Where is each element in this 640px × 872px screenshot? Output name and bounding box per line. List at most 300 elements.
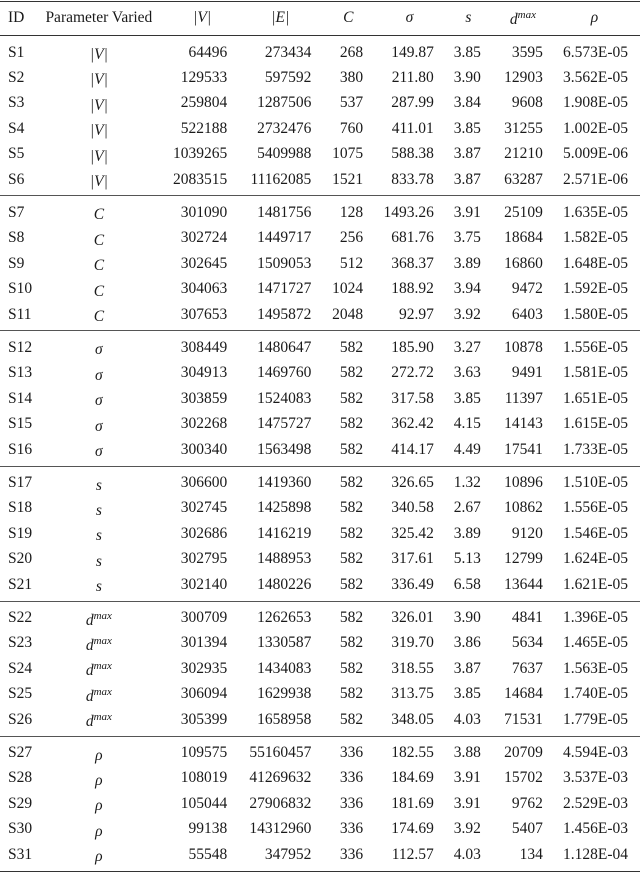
parameter-symbol: σ	[95, 392, 103, 410]
id-cell: S8	[8, 229, 25, 247]
edge-count-cell: 41269632	[249, 769, 312, 787]
s-cell: 3.86	[453, 634, 481, 652]
c-cell: 582	[339, 524, 364, 542]
sigma-cell: 313.75	[391, 685, 434, 703]
vertex-count-cell: 259804	[180, 94, 228, 112]
sigma-cell: 188.92	[391, 280, 434, 298]
table-row	[0, 251, 640, 276]
id-cell: S4	[8, 119, 25, 137]
vertex-count-cell: 300340	[180, 440, 228, 458]
rho-cell: 1.592E-05	[562, 280, 628, 298]
s-cell: 5.13	[453, 550, 481, 568]
edge-count-cell: 347952	[264, 845, 312, 863]
parameter-varied-cell	[39, 116, 159, 141]
s-cell: 3.94	[453, 280, 481, 298]
c-cell: 512	[339, 254, 364, 272]
dmax-cell: 18684	[504, 229, 543, 247]
id-cell: S26	[8, 710, 33, 728]
edge-count-cell: 1419360	[257, 474, 312, 491]
vertex-count-cell: 304913	[180, 364, 228, 382]
s-cell: 3.87	[453, 659, 481, 677]
rho-cell: 1.908E-05	[562, 94, 628, 112]
parameter-symbol: σ	[95, 443, 103, 461]
id-cell: S7	[8, 203, 25, 221]
table-row	[0, 36, 640, 66]
sigma-cell: 340.58	[391, 499, 434, 517]
parameter-symbol: s	[95, 578, 102, 596]
header-rho: ρ	[590, 8, 599, 26]
s-cell: 3.92	[453, 305, 481, 323]
table-row	[0, 331, 640, 361]
rho-cell: 1.582E-05	[562, 229, 628, 247]
table-row	[0, 142, 640, 167]
edge-count-cell: 1480226	[257, 575, 312, 593]
table-row	[0, 736, 640, 766]
id-cell: S31	[8, 845, 33, 863]
rho-cell: 1.465E-05	[562, 634, 628, 652]
parameter-varied-cell	[39, 601, 159, 631]
rho-cell: 1.546E-05	[562, 524, 628, 542]
dmax-cell: 9472	[511, 280, 543, 298]
id-cell: S25	[8, 685, 33, 703]
table-row	[0, 91, 640, 116]
sigma-cell: 336.49	[391, 575, 434, 593]
id-cell: S22	[8, 609, 33, 627]
edge-count-cell: 11162085	[250, 170, 312, 188]
id-cell: S14	[8, 389, 33, 407]
parameter-varied-cell	[39, 817, 159, 842]
dmax-cell: 5407	[511, 820, 543, 838]
table-row	[0, 437, 640, 466]
dmax-cell: 71531	[504, 710, 543, 728]
parameter-varied-cell	[39, 547, 159, 572]
table-row	[0, 277, 640, 302]
id-cell: S3	[8, 94, 25, 112]
id-cell: S24	[8, 659, 33, 677]
s-cell: 3.87	[453, 145, 481, 163]
parameter-varied-cell	[39, 277, 159, 302]
parameter-varied-cell	[39, 361, 159, 386]
row-group	[0, 601, 640, 736]
header-dmax	[485, 2, 547, 36]
dmax-cell: 17541	[504, 440, 543, 458]
sigma-cell: 325.42	[391, 524, 434, 542]
dmax-cell: 12903	[504, 68, 543, 86]
c-cell: 336	[339, 845, 364, 863]
parameter-symbol: ρ	[95, 746, 103, 764]
vertex-count-cell: 2083515	[172, 170, 228, 188]
vertex-count-cell: 308449	[180, 338, 228, 356]
parameter-varied-cell	[39, 766, 159, 791]
id-cell: S15	[8, 415, 33, 433]
parameter-symbol: d	[85, 662, 94, 680]
parameter-symbol: |V|	[89, 71, 108, 89]
parameter-symbol: ρ	[95, 822, 103, 840]
table-row	[0, 167, 640, 196]
dmax-cell: 21210	[504, 145, 543, 163]
sigma-cell: 185.90	[391, 338, 434, 356]
vertex-count-cell: 99138	[188, 820, 228, 838]
rho-cell: 1.556E-05	[562, 499, 628, 517]
row-group	[0, 331, 640, 466]
c-cell: 336	[339, 744, 364, 762]
id-cell: S12	[8, 338, 33, 356]
s-cell: 3.89	[453, 524, 481, 542]
sigma-cell: 326.65	[391, 474, 434, 491]
rho-cell: 1.615E-05	[562, 415, 628, 433]
parameter-varied-cell	[39, 91, 159, 116]
parameter-superscript: max	[93, 634, 112, 647]
s-cell: 3.91	[453, 794, 481, 812]
edge-count-cell: 55160457	[249, 744, 312, 762]
header-s: s	[465, 8, 472, 26]
c-cell: 582	[339, 499, 364, 517]
c-cell: 582	[339, 550, 364, 568]
parameter-varied-cell	[39, 572, 159, 601]
s-cell: 3.85	[453, 685, 481, 703]
id-cell: S6	[8, 170, 25, 188]
dmax-cell: 63287	[504, 170, 543, 188]
parameter-symbol: |V|	[89, 46, 108, 63]
table-row	[0, 631, 640, 656]
id-cell: S21	[8, 575, 33, 593]
vertex-count-cell: 64496	[188, 43, 228, 61]
id-cell: S27	[8, 744, 33, 762]
vertex-count-cell: 300709	[180, 609, 228, 627]
edge-count-cell: 1480647	[257, 338, 312, 356]
s-cell: 3.92	[453, 820, 481, 838]
row-group	[0, 36, 640, 196]
s-cell: 3.84	[453, 94, 481, 112]
rho-cell: 1.563E-05	[562, 659, 628, 677]
rho-cell: 1.556E-05	[562, 338, 628, 356]
parameter-symbol: C	[93, 231, 105, 249]
vertex-count-cell: 522188	[180, 119, 228, 137]
sigma-cell: 317.58	[391, 389, 434, 407]
rho-cell: 1.651E-05	[562, 389, 628, 407]
edge-count-cell: 597592	[264, 68, 312, 86]
dmax-cell: 13644	[504, 575, 543, 593]
rho-cell: 3.537E-03	[562, 769, 628, 787]
row-group	[0, 196, 640, 331]
parameter-varied-cell	[39, 412, 159, 437]
parameter-superscript: max	[93, 609, 112, 622]
edge-count-cell: 1509053	[257, 254, 312, 272]
sigma-cell: 92.97	[398, 305, 434, 323]
edge-count-cell: 1469760	[257, 364, 312, 382]
vertex-count-cell: 306600	[180, 474, 228, 491]
parameter-varied-cell	[39, 631, 159, 656]
parameter-symbol: |V|	[89, 147, 108, 165]
parameter-varied-cell	[39, 842, 159, 871]
table-row	[0, 196, 640, 226]
parameter-symbol: s	[95, 527, 102, 545]
table-row	[0, 226, 640, 251]
table-row	[0, 842, 640, 871]
edge-count-cell: 1481756	[257, 203, 312, 221]
parameter-varied-cell	[39, 791, 159, 816]
parameter-symbol: ρ	[95, 771, 103, 789]
c-cell: 336	[339, 794, 364, 812]
s-cell: 2.67	[453, 499, 481, 517]
c-cell: 582	[339, 415, 364, 433]
parameter-symbol: d	[85, 687, 94, 705]
parameter-symbol: ρ	[95, 848, 103, 866]
vertex-count-cell: 302935	[180, 659, 228, 677]
c-cell: 760	[339, 119, 364, 137]
vertex-count-cell: 304063	[180, 280, 228, 298]
s-cell: 3.91	[453, 203, 481, 221]
parameter-varied-cell	[39, 302, 159, 331]
table-row	[0, 656, 640, 681]
header-vertex-count: |V|	[193, 8, 212, 26]
id-cell: S11	[8, 305, 32, 323]
c-cell: 582	[339, 338, 364, 356]
edge-count-cell: 1287506	[257, 94, 312, 112]
s-cell: 3.88	[453, 744, 481, 762]
rho-cell: 1.128E-04	[562, 845, 628, 863]
dmax-cell: 134	[519, 845, 543, 863]
parameter-symbol: |V|	[89, 96, 108, 114]
parameter-symbol: d	[85, 611, 94, 629]
row-group	[0, 736, 640, 871]
c-cell: 1075	[332, 145, 364, 163]
row-group	[0, 466, 640, 601]
s-cell: 3.27	[453, 338, 481, 356]
parameter-varied-cell	[39, 331, 159, 361]
s-cell: 3.85	[453, 389, 481, 407]
vertex-count-cell: 305399	[180, 710, 228, 728]
header-c: C	[343, 8, 354, 26]
s-cell: 3.85	[453, 43, 481, 61]
parameter-varied-cell	[39, 251, 159, 276]
table-row	[0, 386, 640, 411]
parameter-varied-cell	[39, 496, 159, 521]
header-parameter-varied: Parameter Varied	[45, 8, 153, 26]
table-row	[0, 817, 640, 842]
s-cell: 3.75	[453, 229, 481, 247]
id-cell: S23	[8, 634, 33, 652]
s-cell: 3.89	[453, 254, 481, 272]
vertex-count-cell: 302745	[180, 499, 228, 517]
s-cell: 3.91	[453, 769, 481, 787]
edge-count-cell: 1434083	[257, 659, 312, 677]
s-cell: 3.90	[453, 609, 481, 627]
id-cell: S13	[8, 364, 33, 382]
c-cell: 256	[339, 229, 364, 247]
dmax-cell: 11397	[504, 389, 543, 407]
dmax-cell: 9491	[511, 364, 543, 382]
edge-count-cell: 1658958	[257, 710, 312, 728]
rho-cell: 1.621E-05	[562, 575, 628, 593]
parameter-symbol: σ	[95, 366, 103, 384]
rho-cell: 1.510E-05	[562, 474, 628, 491]
table-header	[0, 2, 640, 36]
parameter-superscript: max	[93, 660, 112, 673]
header-edge-count: |E|	[271, 8, 290, 26]
id-cell: S28	[8, 769, 33, 787]
edge-count-cell: 1449717	[257, 229, 312, 247]
rho-cell: 1.624E-05	[562, 550, 628, 568]
c-cell: 582	[339, 474, 364, 491]
c-cell: 380	[339, 68, 364, 86]
vertex-count-cell: 302724	[180, 229, 228, 247]
id-cell: S16	[8, 440, 33, 458]
edge-count-cell: 27906832	[249, 794, 312, 812]
rho-cell: 1.648E-05	[562, 254, 628, 272]
rho-cell: 4.594E-03	[562, 744, 628, 762]
edge-count-cell: 1563498	[257, 440, 312, 458]
parameter-symbol: σ	[95, 341, 103, 359]
edge-count-cell: 273434	[264, 43, 312, 61]
parameter-symbol: C	[93, 206, 105, 224]
id-cell: S30	[8, 820, 33, 838]
edge-count-cell: 14312960	[249, 820, 312, 838]
s-cell: 4.03	[453, 845, 481, 863]
vertex-count-cell: 129533	[180, 68, 228, 86]
s-cell: 3.90	[453, 68, 481, 86]
edge-count-cell: 5409988	[257, 145, 312, 163]
vertex-count-cell: 108019	[180, 769, 228, 787]
sigma-cell: 362.42	[391, 415, 434, 433]
rho-cell: 3.562E-05	[562, 68, 628, 86]
vertex-count-cell: 302795	[180, 550, 228, 568]
edge-count-cell: 1262653	[257, 609, 312, 627]
dmax-cell: 4841	[511, 609, 543, 627]
table-row	[0, 521, 640, 546]
edge-count-cell: 1416219	[257, 524, 312, 542]
edge-count-cell: 1495872	[257, 305, 312, 323]
rho-cell: 1.396E-05	[562, 609, 628, 627]
dmax-cell: 14684	[504, 685, 543, 703]
c-cell: 268	[339, 43, 364, 61]
c-cell: 336	[339, 820, 364, 838]
table-row	[0, 302, 640, 331]
c-cell: 2048	[332, 305, 364, 323]
parameter-superscript: max	[93, 711, 112, 724]
parameter-varied-cell	[39, 142, 159, 167]
table-row	[0, 601, 640, 631]
id-cell: S1	[8, 43, 25, 61]
c-cell: 582	[339, 609, 364, 627]
dmax-cell: 7637	[511, 659, 543, 677]
vertex-count-cell: 306094	[180, 685, 228, 703]
parameter-varied-cell	[39, 437, 159, 466]
rho-cell: 1.581E-05	[562, 364, 628, 382]
s-cell: 3.85	[453, 119, 481, 137]
parameter-symbol: |V|	[89, 173, 108, 191]
dmax-cell: 31255	[504, 119, 543, 137]
table-row	[0, 412, 640, 437]
dmax-cell: 10896	[504, 474, 543, 491]
sigma-cell: 414.17	[391, 440, 434, 458]
header-dmax-sup: max	[517, 9, 536, 22]
edge-count-cell: 2732476	[257, 119, 312, 137]
rho-cell: 2.529E-03	[562, 794, 628, 812]
parameter-varied-cell	[39, 707, 159, 736]
rho-cell: 1.456E-03	[562, 820, 628, 838]
sigma-cell: 1493.26	[383, 203, 434, 221]
table-row	[0, 766, 640, 791]
c-cell: 1024	[332, 280, 364, 298]
sigma-cell: 317.61	[391, 550, 434, 568]
parameter-varied-cell	[39, 167, 159, 196]
rho-cell: 5.009E-06	[562, 145, 628, 163]
sigma-cell: 326.01	[391, 609, 434, 627]
dmax-cell: 6403	[511, 305, 543, 323]
parameter-varied-cell	[39, 196, 159, 226]
parameter-symbol: C	[93, 282, 105, 300]
table-row	[0, 707, 640, 736]
s-cell: 4.03	[453, 710, 481, 728]
s-cell: 6.58	[453, 575, 481, 593]
parameter-symbol: C	[93, 257, 105, 275]
id-cell: S20	[8, 550, 33, 568]
parameter-varied-cell	[39, 226, 159, 251]
rho-cell: 1.635E-05	[562, 203, 628, 221]
vertex-count-cell: 55548	[188, 845, 228, 863]
id-cell: S18	[8, 499, 33, 517]
sigma-cell: 588.38	[391, 145, 434, 163]
header-row	[0, 2, 640, 36]
rho-cell: 2.571E-06	[562, 170, 628, 188]
s-cell: 1.32	[453, 474, 481, 491]
parameter-varied-cell	[39, 736, 159, 766]
table-row	[0, 572, 640, 601]
rho-cell: 1.740E-05	[562, 685, 628, 703]
sigma-cell: 182.55	[391, 744, 434, 762]
vertex-count-cell: 302645	[180, 254, 228, 272]
id-cell: S17	[8, 474, 33, 491]
c-cell: 582	[339, 575, 364, 593]
dataset-parameters-table	[0, 1, 640, 872]
header-id: ID	[8, 8, 25, 26]
sigma-cell: 272.72	[391, 364, 434, 382]
parameter-varied-cell	[39, 521, 159, 546]
sigma-cell: 149.87	[391, 43, 434, 61]
parameter-symbol: ρ	[95, 797, 103, 815]
edge-count-cell: 1475727	[257, 415, 312, 433]
s-cell: 4.49	[453, 440, 481, 458]
parameter-varied-cell	[39, 656, 159, 681]
edge-count-cell: 1330587	[257, 634, 312, 652]
dmax-cell: 16860	[504, 254, 543, 272]
rho-cell: 1.002E-05	[562, 119, 628, 137]
sigma-cell: 112.57	[391, 845, 434, 863]
rho-cell: 1.779E-05	[562, 710, 628, 728]
parameter-superscript: max	[93, 685, 112, 698]
dmax-cell: 9762	[511, 794, 543, 812]
id-cell: S2	[8, 68, 25, 86]
vertex-count-cell: 302268	[180, 415, 228, 433]
sigma-cell: 681.76	[391, 229, 434, 247]
c-cell: 582	[339, 659, 364, 677]
table-row	[0, 547, 640, 572]
dmax-cell: 14143	[504, 415, 543, 433]
header-sigma: σ	[405, 8, 414, 26]
sigma-cell: 319.70	[391, 634, 434, 652]
parameter-symbol: d	[85, 636, 94, 654]
dmax-cell: 10878	[504, 338, 543, 356]
parameter-varied-cell	[39, 466, 159, 496]
vertex-count-cell: 301394	[180, 634, 228, 652]
parameter-symbol: σ	[95, 417, 103, 435]
dmax-cell: 15702	[504, 769, 543, 787]
sigma-cell: 833.78	[391, 170, 434, 188]
edge-count-cell: 1425898	[257, 499, 312, 517]
sigma-cell: 181.69	[391, 794, 434, 812]
dmax-cell: 3595	[511, 43, 543, 61]
